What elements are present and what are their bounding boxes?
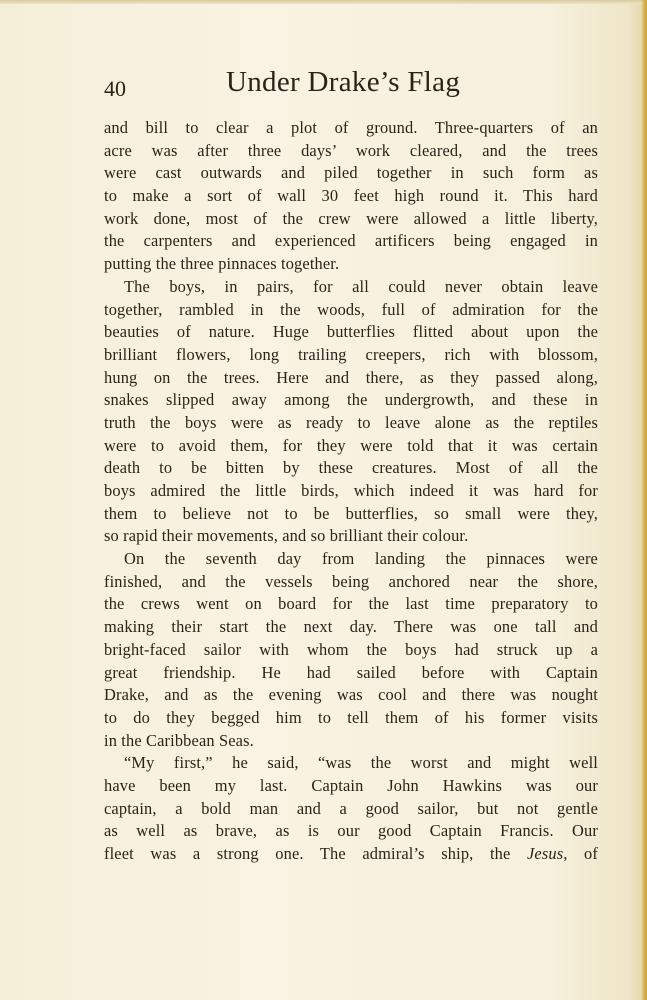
- text-line: “My first,” he said, “was the worst and might well: [124, 753, 598, 773]
- text-line: in the Caribbean Seas.: [104, 730, 254, 750]
- page-header: [104, 66, 598, 106]
- body-text: [104, 117, 598, 866]
- text-line: snakes slipped away among the undergrowth, and these in: [104, 390, 598, 410]
- text-line: acre was after three days’ work cleared, and the trees: [104, 140, 598, 160]
- text-line: so rapid their movements, and so brilliant their colour.: [104, 526, 469, 546]
- text-line: captain, a bold man and a good sailor, but not gentle: [104, 798, 598, 818]
- text-line: death to be bitten by these creatures. Most of all the: [104, 458, 598, 478]
- page-number: 40: [104, 76, 126, 101]
- text-line: together, rambled in the woods, full of admiration for the: [104, 299, 598, 319]
- text-line: bright-faced sailor with whom the boys had struck up a: [104, 639, 598, 659]
- ship-name-italic: Jesus: [526, 844, 564, 863]
- text-line: putting the three pinnaces together.: [104, 254, 340, 274]
- text-line: finished, and the vessels being anchored near the shore,: [104, 571, 598, 591]
- text-line: boys admired the little birds, which indeed it was hard for: [104, 481, 598, 500]
- text-line: the carpenters and experienced artificers being engaged in: [104, 231, 598, 251]
- text-line: brilliant flowers, long trailing creepers, rich with blossom,: [104, 344, 598, 364]
- final-line-end: , of: [563, 844, 598, 863]
- text-line: On the seventh day from landing the pinnaces were: [124, 549, 598, 569]
- running-title: Under Drake’s Flag: [226, 66, 461, 98]
- text-line: have been my last. Captain John Hawkins was our: [104, 775, 598, 795]
- text-line: beauties of nature. Huge butterflies flitted about upon the: [104, 322, 598, 342]
- page-right-edge: [641, 0, 647, 1000]
- text-line: were to avoid them, for they were told that it was certain: [104, 435, 598, 455]
- text-line: the crews went on board for the last time preparatory to: [104, 594, 598, 614]
- text-line: hung on the trees. Here and there, as they passed along,: [104, 367, 598, 387]
- page-top-edge: [0, 0, 647, 4]
- text-line: making their start the next day. There was one tall and: [104, 617, 598, 637]
- text-line: great friendship. He had sailed before with Captain: [104, 662, 598, 682]
- text-line: to do they begged him to tell them of his former visits: [104, 707, 598, 727]
- text-line: were cast outwards and piled together in such form as: [104, 163, 598, 183]
- text-line: Drake, and as the evening was cool and there was nought: [104, 685, 598, 705]
- final-line-start: fleet was a strong one. The admiral’s ship, the: [104, 844, 527, 863]
- text-line: truth the boys were as ready to leave alone as the reptiles: [104, 412, 598, 432]
- text-line: The boys, in pairs, for all could never obtain leave: [124, 276, 598, 296]
- text-line: work done, most of the crew were allowed a little liberty,: [104, 208, 598, 228]
- text-line: as well as brave, as is our good Captain Francis. Our: [104, 821, 598, 841]
- text-line: to make a sort of wall 30 feet high round it. This hard: [104, 186, 598, 206]
- text-line-final: [104, 843, 598, 866]
- text-line: and bill to clear a plot of ground. Three-quarters of an: [104, 118, 598, 137]
- text-line: them to believe not to be butterflies, so small were they,: [104, 503, 598, 523]
